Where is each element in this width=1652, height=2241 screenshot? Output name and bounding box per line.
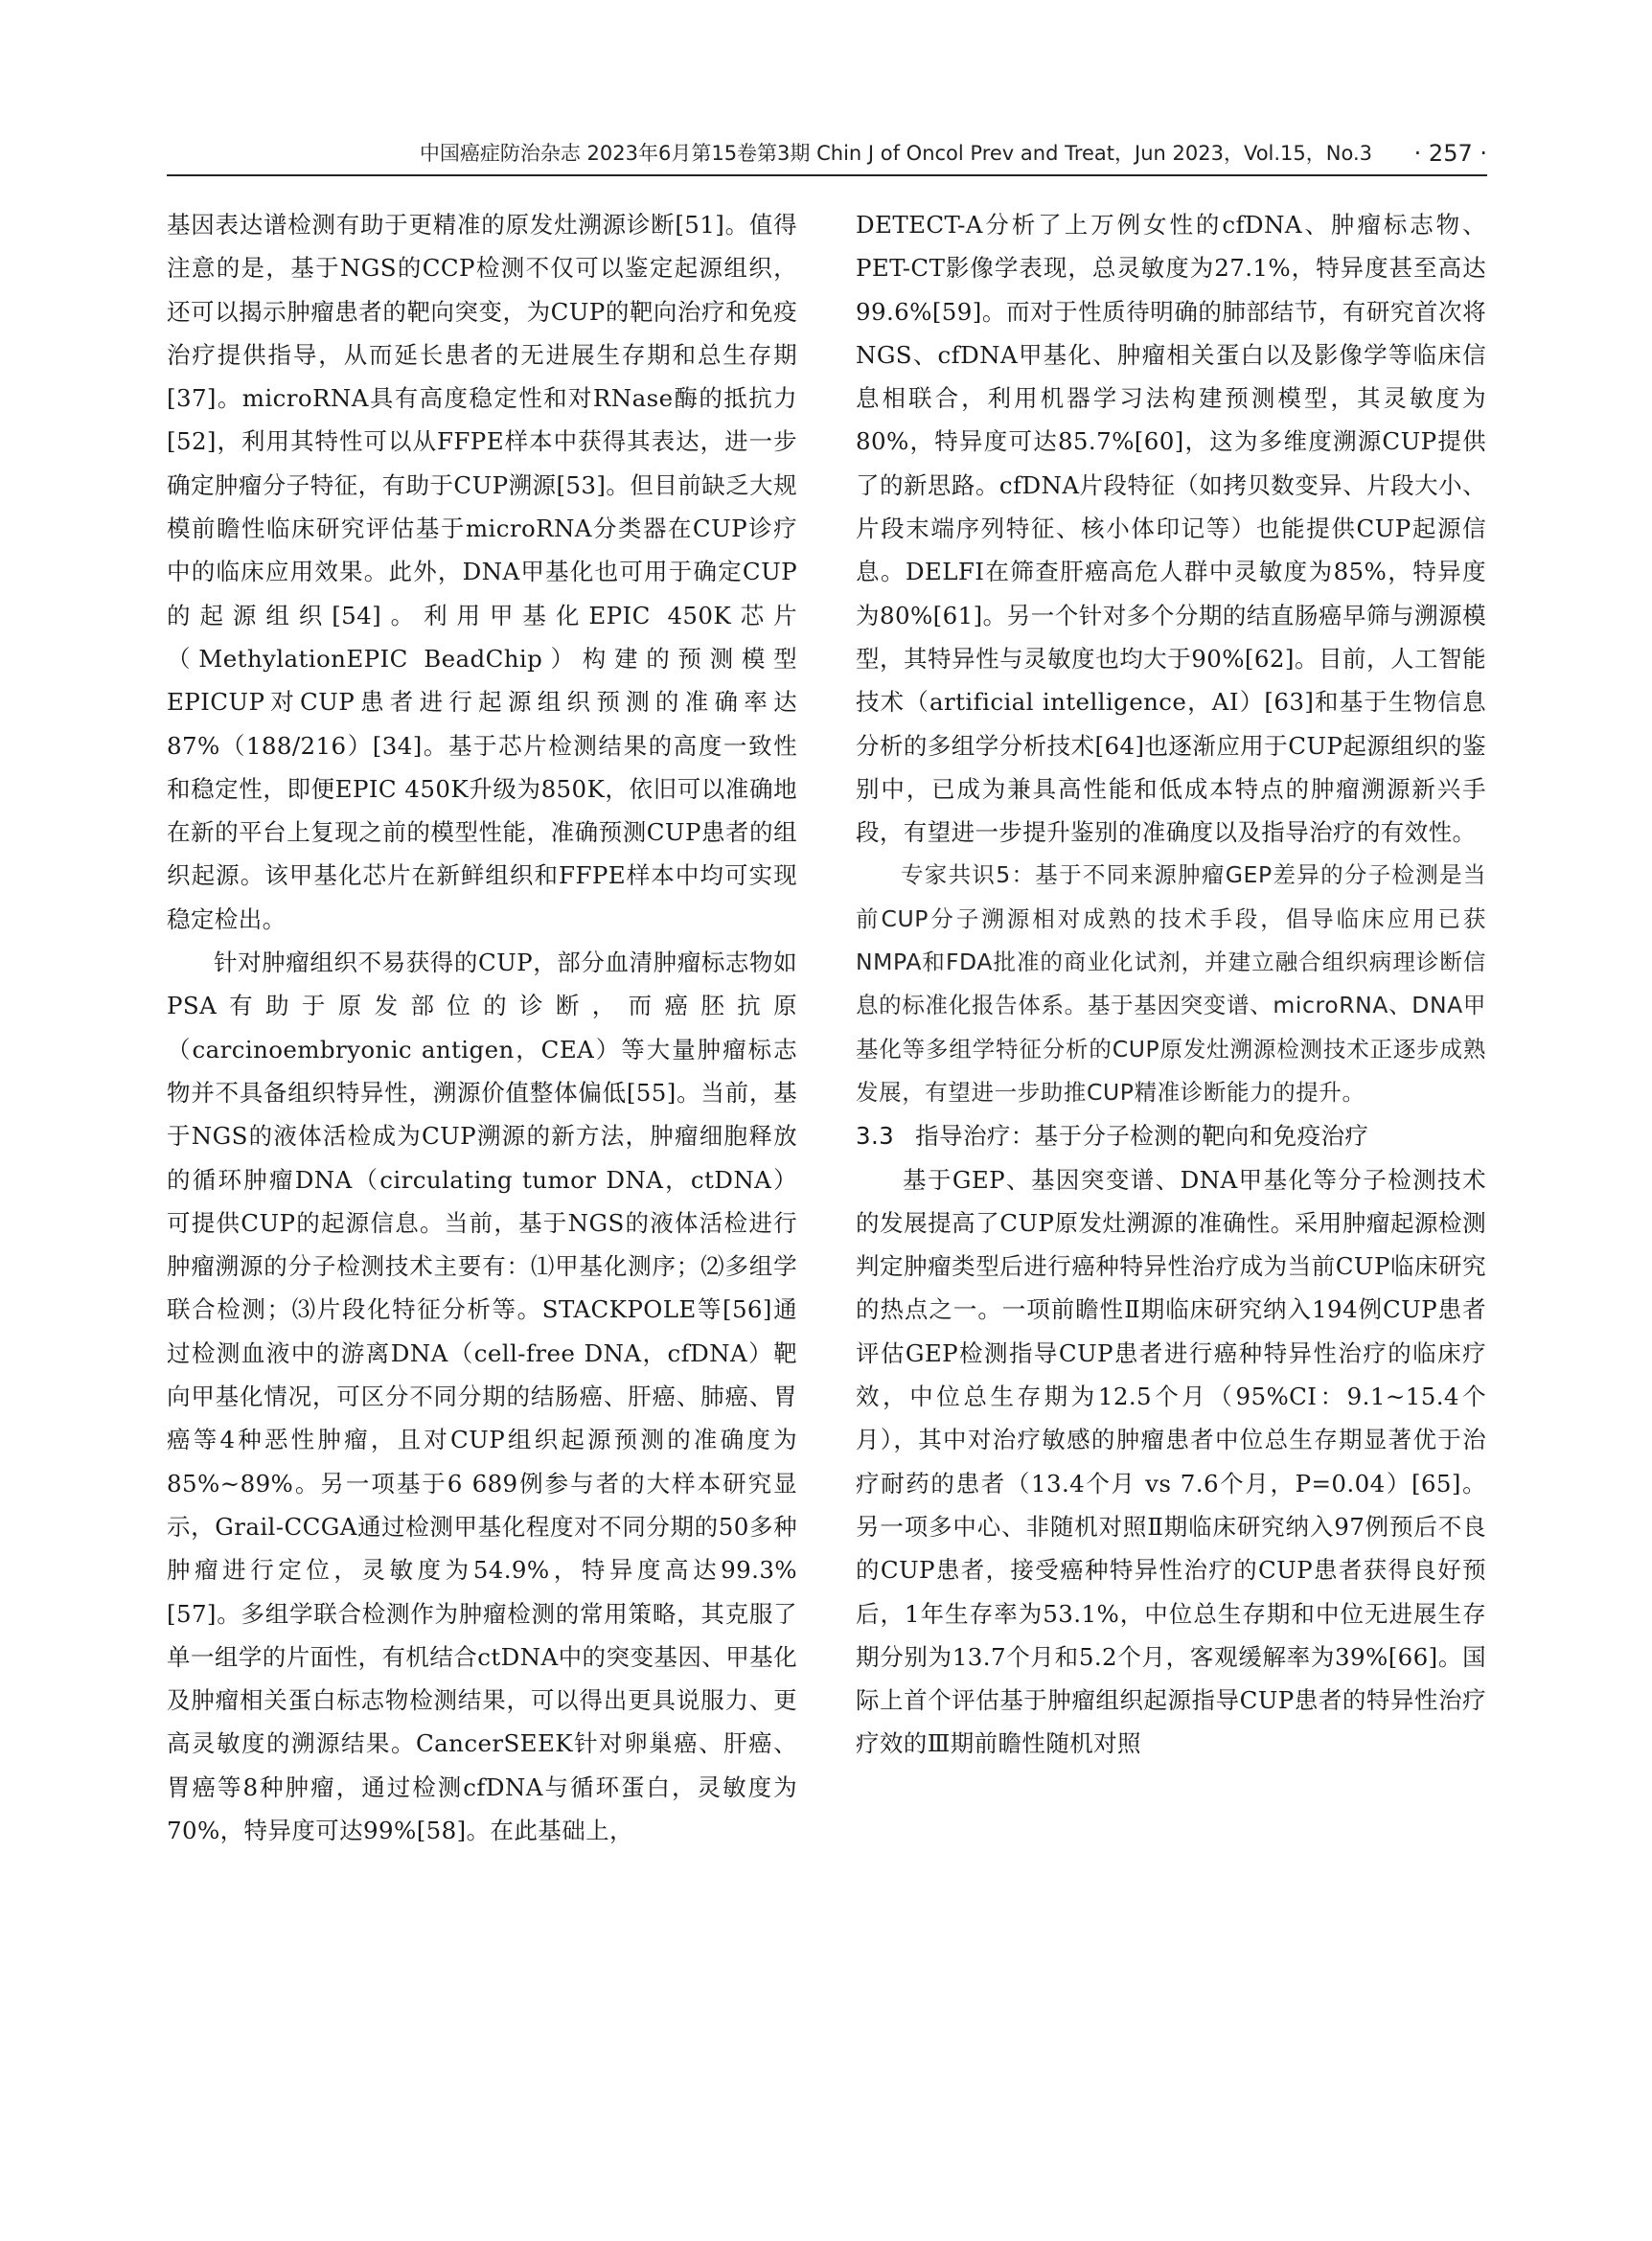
header-rule [167,174,1487,176]
paragraph: DETECT-A分析了上万例女性的cfDNA、肿瘤标志物、PET-CT影像学表现，总灵敏度为27.1%，特异度甚至高达99.6%[59]。而对于性质待明确的肺部结节，有研究首次将NGS、cfDNA甲基化、肿瘤相关蛋白以及影像学等临床信息相联合，利用机器学习法构建预测模型，其灵敏度为80%，特异度可达85.7%[60]，这为多维度溯源CUP提供了的新思路。cfDNA片段特征（如拷贝数变异、片段大小、片段末端序列特征、核小体印记等）也能提供CUP起源信息。DELFI在筛查肝癌高危人群中灵敏度为85%，特异度为80%[61]。另一个针对多个分期的结直肠癌早筛与溯源模型，其特异性与灵敏度也均大于90%[62]。目前，人工智能技术（artificial intelligence，AI）[63]和基于生物信息分析的多组学分析技术[64]也逐渐应用于CUP起源组织的鉴别中，已成为兼具高性能和低成本特点的肿瘤溯源新兴手段，有望进一步提升鉴别的准确度以及指导治疗的有效性。 [856,211,1486,847]
page-number: · 257 · [1413,140,1487,167]
section-title: 指导治疗：基于分子检测的靶向和免疫治疗 [915,1122,1369,1151]
section-number: 3.3 [856,1122,895,1151]
running-header [167,132,1487,174]
section-heading [856,1114,1486,1157]
right-column [856,203,1486,1766]
paragraph: 基于GEP、基因突变谱、DNA甲基化等分子检测技术的发展提高了CUP原发灶溯源的准确性。采用肿瘤起源检测判定肿瘤类型后进行癌种特异性治疗成为当前CUP临床研究的热点之一。一项前瞻性Ⅱ期临床研究纳入194例CUP患者评估GEP检测指导CUP患者进行癌种特异性治疗的临床疗效，中位总生存期为12.5个月（95%CI：9.1~15.4个月），其中对治疗敏感的肿瘤患者中位总生存期显著优于治疗耐药的患者（13.4个月 vs 7.6个月，P=0.04）[65]。另一项多中心、非随机对照Ⅱ期临床研究纳入97例预后不良的CUP患者，接受癌种特异性治疗的CUP患者获得良好预后，1年生存率为53.1%，中位总生存期和中位无进展生存期分别为13.7个月和5.2个月，客观缓解率为39%[66]。国际上首个评估基于肿瘤组织起源指导CUP患者的特异性治疗疗效的Ⅲ期前瞻性随机对照 [856,1165,1486,1758]
journal-citation: 中国癌症防治杂志 2023年6月第15卷第3期 Chin J of Oncol Prev and Treat，Jun 2023，Vol.15，No.3 [419,142,1372,165]
left-column [167,203,797,1852]
expert-consensus: 专家共识5：基于不同来源肿瘤GEP差异的分子检测是当前CUP分子溯源相对成熟的技术手段，倡导临床应用已获NMPA和FDA批准的商业化试剂，并建立融合组织病理诊断信息的标准化报告体系。基于基因突变谱、microRNA、DNA甲基化等多组学特征分析的CUP原发灶溯源检测技术正逐步成熟发展，有望进一步助推CUP精准诊断能力的提升。 [856,861,1486,1106]
paragraph: 基因表达谱检测有助于更精准的原发灶溯源诊断[51]。值得注意的是，基于NGS的CCP检测不仅可以鉴定起源组织，还可以揭示肿瘤患者的靶向突变，为CUP的靶向治疗和免疫治疗提供指导，从而延长患者的无进展生存期和总生存期[37]。microRNA具有高度稳定性和对RNase酶的抵抗力[52]，利用其特性可以从FFPE样本中获得其表达，进一步确定肿瘤分子特征，有助于CUP溯源[53]。但目前缺乏大规模前瞻性临床研究评估基于microRNA分类器在CUP诊疗中的临床应用效果。此外，DNA甲基化也可用于确定CUP的起源组织[54]。利用甲基化EPIC 450K芯片（MethylationEPIC BeadChip）构建的预测模型EPICUP对CUP患者进行起源组织预测的准确率达87%（188/216）[34]。基于芯片检测结果的高度一致性和稳定性，即便EPIC 450K升级为850K，依旧可以准确地在新的平台上复现之前的模型性能，准确预测CUP患者的组织起源。该甲基化芯片在新鲜组织和FFPE样本中均可实现稳定检出。 [167,211,797,933]
paragraph: 针对肿瘤组织不易获得的CUP，部分血清肿瘤标志物如PSA有助于原发部位的诊断，而癌胚抗原（carcinoembryonic antigen，CEA）等大量肿瘤标志物并不具备组织特异性，溯源价值整体偏低[55]。当前，基于NGS的液体活检成为CUP溯源的新方法，肿瘤细胞释放的循环肿瘤DNA（circulating tumor DNA，ctDNA）可提供CUP的起源信息。当前，基于NGS的液体活检进行肿瘤溯源的分子检测技术主要有：⑴甲基化测序；⑵多组学联合检测；⑶片段化特征分析等。STACKPOLE等[56]通过检测血液中的游离DNA（cell-free DNA，cfDNA）靶向甲基化情况，可区分不同分期的结肠癌、肝癌、肺癌、胃癌等4种恶性肿瘤，且对CUP组织起源预测的准确度为85%~89%。另一项基于6 689例参与者的大样本研究显示，Grail-CCGA通过检测甲基化程度对不同分期的50多种肿瘤进行定位，灵敏度为54.9%，特异度高达99.3%[57]。多组学联合检测作为肿瘤检测的常用策略，其克服了单一组学的片面性，有机结合ctDNA中的突变基因、甲基化及肿瘤相关蛋白标志物检测结果，可以得出更具说服力、更高灵敏度的溯源结果。CancerSEEK针对卵巢癌、肝癌、胃癌等8种肿瘤，通过检测cfDNA与循环蛋白，灵敏度为70%，特异度可达99%[58]。在此基础上， [167,949,797,1844]
